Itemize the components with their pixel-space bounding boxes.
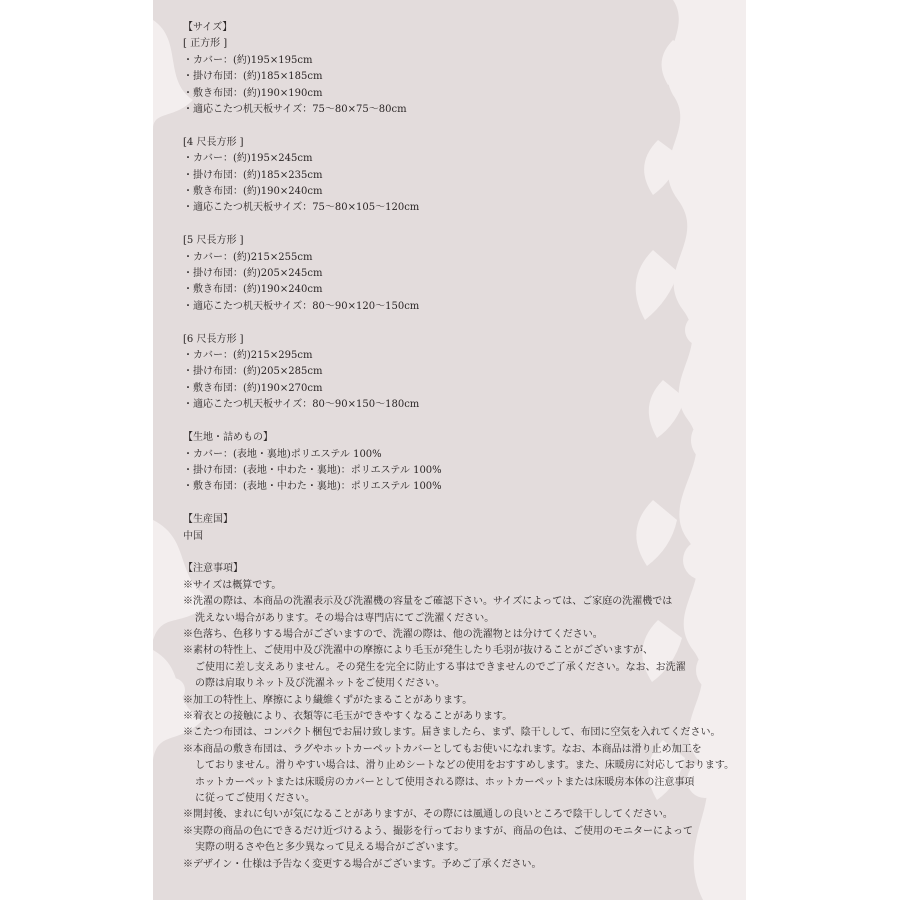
- size-line: ・掛け布団：(約)185×235cm: [183, 169, 323, 181]
- size-line: ・敷き布団：(約)190×240cm: [183, 186, 323, 198]
- material-lines: [183, 447, 728, 496]
- note-line: の際は肩取りネット及び洗濯ネットをご使用ください。: [195, 678, 445, 690]
- size-group: [183, 332, 728, 414]
- size-groups: [183, 36, 728, 413]
- size-line: ・適応こたつ机天板サイズ：75～80×105～120cm: [183, 202, 420, 214]
- note-item: [183, 693, 728, 709]
- origin-value: 中国: [183, 530, 203, 542]
- note-item: [183, 857, 728, 873]
- size-line: ・掛け布団：(約)205×285cm: [183, 366, 323, 378]
- size-line: ・カバー：(約)195×195cm: [183, 54, 313, 66]
- note-item: [183, 578, 728, 594]
- spec-panel: [153, 0, 746, 900]
- size-group-title: [6 尺長方形 ]: [183, 333, 244, 345]
- note-line: ※サイズは概算です。: [183, 579, 282, 591]
- note-item: [183, 824, 728, 857]
- material-heading: 【生地・詰めもの】: [183, 432, 273, 444]
- note-line: ※加工の特性上、摩擦により繊維くずがたまることがあります。: [183, 694, 473, 706]
- size-heading: 【サイズ】: [183, 22, 233, 33]
- note-line: しておりません。滑りやすい場合は、滑り止めシートなどの使用をおすすめします。また、床暖房に対応しております。: [195, 760, 735, 772]
- note-line: ※洗濯の際は、本商品の洗濯表示及び洗濯機の容量をご確認下さい。サイズによっては、ご家庭の洗濯機では: [183, 596, 673, 608]
- note-line: ※実際の商品の色にできるだけ近づけるよう、撮影を行っておりますが、商品の色は、ご使用のモニターによって: [183, 825, 693, 837]
- size-line: ・適応こたつ机天板サイズ：80～90×120～150cm: [183, 300, 420, 312]
- material-section: [183, 430, 728, 496]
- size-line: ・カバー：(約)195×245cm: [183, 153, 313, 165]
- origin-heading: 【生産国】: [183, 514, 233, 526]
- note-line: ご使用に差し支えありません。その発生を完全に防止する事はできませんのでご了承ください。なお、お洗濯: [195, 661, 686, 673]
- size-group-title: [4 尺長方形 ]: [183, 136, 244, 148]
- note-line: ホットカーペットまたは床暖房のカバーとして使用される際は、ホットカーペットまたは床暖房本体の注意事項: [195, 776, 695, 788]
- spec-content: [183, 20, 735, 889]
- note-item: [183, 594, 728, 627]
- size-line: ・敷き布団：(約)190×240cm: [183, 284, 323, 296]
- size-group-title: [5 尺長方形 ]: [183, 235, 244, 247]
- material-line: ・敷き布団：(表地・中わた・裏地)：ポリエステル 100%: [183, 481, 442, 493]
- note-item: [183, 725, 728, 741]
- note-line: ※開封後、まれに匂いが気になることがありますが、その際には風通しの良いところで陰干ししてください。: [183, 809, 673, 821]
- size-group: [183, 233, 728, 315]
- size-group: [183, 135, 728, 217]
- note-item: [183, 807, 728, 823]
- size-line: ・敷き布団：(約)190×270cm: [183, 382, 323, 394]
- note-item: [183, 643, 728, 692]
- note-item: [183, 709, 728, 725]
- size-line: ・敷き布団：(約)190×190cm: [183, 87, 323, 99]
- note-line: ※色落ち、色移りする場合がございますので、洗濯の際は、他の洗濯物とは分けてください。: [183, 628, 603, 640]
- note-line: ※デザイン・仕様は予告なく変更する場合がございます。予めご了承ください。: [183, 858, 542, 870]
- note-line: ※本商品の敷き布団は、ラグやホットカーペットカバーとしてもお使いになれます。なお、本商品は滑り止め加工を: [183, 743, 702, 755]
- note-line: ※素材の特性上、ご使用中及び洗濯中の摩擦により毛玉が発生したり毛羽が抜けることがございますが、: [183, 645, 653, 657]
- size-line: ・適応こたつ机天板サイズ：75～80×75～80cm: [183, 104, 407, 116]
- size-line: ・カバー：(約)215×255cm: [183, 251, 313, 263]
- size-line: ・カバー：(約)215×295cm: [183, 350, 313, 362]
- note-line: ※こたつ布団は、コンパクト梱包でお届け致します。届きましたら、まず、陰干しして、布団に空気を入れてください。: [183, 727, 721, 739]
- size-line: ・適応こたつ机天板サイズ：80～90×150～180cm: [183, 399, 420, 411]
- origin-section: [183, 512, 728, 545]
- notes-section: [183, 561, 735, 873]
- size-group-title: [ 正方形 ]: [183, 38, 228, 50]
- notes-heading: 【注意事項】: [183, 563, 243, 575]
- note-line: に従ってご使用ください。: [195, 793, 315, 804]
- size-section: [183, 20, 728, 414]
- size-line: ・掛け布団：(約)205×245cm: [183, 268, 323, 280]
- material-line: ・掛け布団：(表地・中わた・裏地)：ポリエステル 100%: [183, 464, 442, 476]
- note-item: [183, 627, 728, 643]
- size-group: [183, 36, 728, 118]
- notes-list: [183, 578, 735, 873]
- size-line: ・掛け布団：(約)185×185cm: [183, 71, 323, 83]
- note-line: 洗えない場合があります。その場合は専門店にてご洗濯ください。: [195, 612, 495, 624]
- material-line: ・カバー：(表地・裏地)ポリエステル 100%: [183, 448, 382, 460]
- note-line: ※着衣との接触により、衣類等に毛玉ができやすくなることがあります。: [183, 710, 513, 722]
- note-item: [183, 742, 735, 808]
- note-line: 実際の明るさや色と多少異なって見える場合がございます。: [195, 842, 465, 854]
